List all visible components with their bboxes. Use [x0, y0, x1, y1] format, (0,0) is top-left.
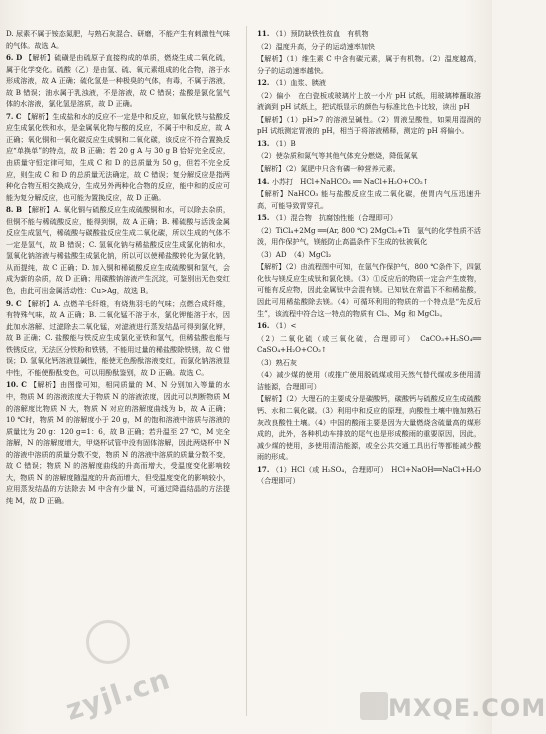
answer-paragraph	[257, 150, 481, 162]
answer-text: （2）二氧化硫（或三氧化硫，合理即可） CaCO₃+H₂SO₄══ CaSO₄+H₂O+CO₂↑	[257, 333, 481, 355]
answer-paragraph	[257, 28, 481, 40]
answer-text: （1）<	[271, 321, 297, 331]
answer-paragraph	[6, 111, 230, 203]
answer-text: D. 尿素不属于铵态氮肥，与熟石灰混合、研磨，不能产生有刺激性气味的气体。故选 A。	[6, 29, 230, 50]
answer-paragraph	[6, 52, 230, 110]
answer-text: （2）使杂质和氮气等其他气体充分燃烧，降低氮氧	[257, 151, 418, 161]
answer-paragraph	[6, 28, 230, 51]
watermark-right	[360, 686, 546, 730]
answer-text: 【解析】（2）氮肥中只含有磷一种营养元素。	[257, 164, 400, 174]
question-number: 16.	[257, 321, 272, 331]
right-column	[257, 28, 481, 487]
answer-paragraph	[257, 212, 481, 224]
answer-text: （1）混合物 抗腐蚀性能（合理即可）	[271, 213, 397, 223]
answer-text: 【解析】生成盐和水的反应不一定是中和反应，如氧化铁与盐酸反应生成氯化铁和水，是金属氧化物与酸的反应，不属于中和反应，故 A 正确；氧化铜和一氧化碳反应生成铜和二氧化碳，该反应不符合置换反应“单换单”的特点，故 B 正确；若 20 g A 与 30 g B 恰好完全反应，由质量守恒定律可知，生成 C 和 D 的总质量为 50 g，但若不完全反应，则生成 C 和 D 的总质量无法确定，故 C 错误；复分解反应是指两种化合物互相交换成分，生成另外两种化合物的反应，能中和的反应可能为复分解反应，也可能为置换反应，故 D 正确。	[6, 111, 230, 202]
answer-text: 【解析】A. 点燃羊毛纤维，有烧焦羽毛的气味；点燃合成纤维，有特殊气味，故 A 正确；B. 二氧化锰不溶于水，氯化钾能溶于水，因此加水溶解、过滤除去二氧化锰，对滤液进行蒸发结晶可得到氯化钾，故 B 正确；C. 盐酸能与铁反应生成氯化亚铁和氢气，但稀盐酸也能与铁锈反应，无法区分铁粉和铁锈，不能用过量的稀盐酸除铁锈，故 C 错误；D. 氢氧化钙溶液显碱性，能使无色酚酞溶液变红，而氯化钠溶液显中性，不能使酚酞变色，可以用酚酞鉴别，故 D 正确。故选 C。	[6, 298, 230, 377]
answer-text: 【解析】（1）维生素 C 中含有碳元素，属于有机物。（2）温度越高，分子的运动速率越快。	[257, 54, 481, 75]
answer-text: （1）血浆、胰液	[271, 78, 326, 88]
answer-paragraph	[6, 379, 230, 506]
answer-paragraph	[6, 298, 230, 379]
question-number: 13.	[257, 138, 272, 148]
answer-paragraph	[257, 261, 481, 319]
answer-text: （3）AD （4）MgCl₂	[257, 249, 332, 259]
answer-paragraph	[257, 369, 481, 392]
question-number: 12.	[257, 78, 272, 88]
answer-text: （4）减少煤的使用（或推广使用脱硫煤或用天然气替代煤或多使用清洁能源，合理即可）	[257, 370, 481, 391]
answer-paragraph	[257, 176, 481, 188]
answer-paragraph	[6, 204, 230, 296]
answer-text: （3）熟石灰	[257, 357, 297, 367]
answer-text: 【解析】A. 氧化铜与硫酸反应生成硫酸铜和水，可以除去杂质，但铜不能与稀硫酸反应，能得到铜，故 A 正确；B. 稀硫酸与活泼金属反应生成氢气，稀硫酸与碳酸盐反应生成二氧化碳，所以生成的气体不一定是氢气，故 B 错误；C. 氢氧化钠与稀盐酸反应生成氯化钠和水，氢氧化钠溶液与稀盐酸生成氯化钠，所以可以使稀盐酸转化为氯化钠，从而提纯，故 C 正确；D. 加入铜和稀硫酸反应生成硫酸铜和氢气，会成为新的杂质，故 D 正确；用碳酸钠溶液产生沉淀，可鉴别出无色变红色，由此可出金属活动性：Cu>Ag，故选 B。	[6, 205, 230, 296]
answer-text: 【解析】由图像可知，相同质量的 M、N 分别加入等量的水中，物质 M 的溶液浓度大于物质 N 的溶液浓度，因此可以判断物质 M 的溶解度比物质 N 大，物质 N 对应的溶解度曲线为 b，故 A 正确；10 ℃时，物质 M 的溶解度小于 20 g，M 的饱和溶液中溶质与溶液的质量比为 20 g：120 g=1：6，故 B 正确；若升温至 27 ℃，M 完全溶解，N 的溶解度增大，甲烧杯试管中没有固体溶解，因此两烧杯中 N 的溶液中溶质的质量分数不变，物质 N 的溶液中溶质的质量分数不变，故 C 错误；物质 N 的溶解度曲线的升高而增大，受温度变化影响较大，物质 N 的溶解度随温度的升高而增大，但受温度变化的影响较小，应用蒸发结晶的方法除去 M 中含有少量 N，可通过降温结晶的方法提纯 M，故 D 正确。	[6, 380, 230, 505]
question-number: 7. C	[6, 111, 25, 121]
answer-paragraph	[257, 320, 481, 332]
question-number: 17.	[257, 464, 272, 474]
answer-text: （1）预防缺铁性贫血 有机物	[271, 29, 369, 38]
watermark-left-text: zyjl.cn	[61, 662, 175, 727]
answer-paragraph	[257, 90, 481, 113]
answer-text: 【解析】（2）大理石的主要成分是碳酸钙，碳酸钙与硫酸反应生成硫酸钙、水和二氧化碳。（3）利用中和反应的原理，向酸性土壤中施加熟石灰改良酸性土壤。（4）中国的酸雨主要是因为大量燃烧含硫量高的煤形成的，此外，各种机动车排放的尾气也是形成酸雨的重要原因，因此，减少煤的使用，多使用清洁能源，或全公共交通工具出行等都能减少酸雨的形成。	[257, 394, 481, 462]
answer-text: （2）偏小 在白瓷板或玻璃片上放一小片 pH 试纸，用玻璃棒蘸取溶液滴到 pH 试纸上，把试纸显示的颜色与标准比色卡比较，读出 pH	[257, 90, 481, 112]
answer-text: （2）温度升高，分子的运动速率加快	[257, 41, 376, 51]
answer-text: （1）B	[271, 138, 296, 148]
watermark-right-text: MXQE.COM	[388, 694, 546, 722]
answer-paragraph	[257, 114, 481, 137]
answer-paragraph	[257, 163, 481, 175]
question-number: 6. D	[6, 53, 25, 63]
question-number: 8. B	[6, 205, 25, 215]
answer-paragraph	[257, 77, 481, 89]
question-number: 9. C	[6, 298, 25, 308]
answer-text: 小苏打 HCl+NaHCO₃ ══ NaCl+H₂O+CO₂↑	[271, 176, 429, 186]
answer-text: （2）TiCl₄+2Mg ══(Ar, 800 ℃) 2MgCl₂+Ti 氩气的化学性质不活泼，用作保护气，镁能防止高温条件下生成的钛被氧化	[257, 225, 481, 247]
answer-paragraph	[257, 249, 481, 261]
answer-paragraph	[257, 41, 481, 53]
answer-text: （1）HCl（或 H₂SO₄，合理即可） HCl+NaOH══NaCl+H₂O（合理即可）	[257, 464, 481, 486]
watermark-logo-icon	[360, 692, 388, 720]
question-number: 11.	[257, 29, 272, 38]
answer-text: 【解析】NaHCO₃ 能与盐酸反应生成二氧化碳，使胃内气压迅速升高，可能导致胃穿孔。	[257, 189, 481, 210]
left-column	[6, 28, 230, 506]
answer-paragraph	[257, 53, 481, 76]
question-number: 10. C	[6, 380, 30, 390]
answer-text: 【解析】（1）pH>7 的溶液呈碱性。（2）胃液呈酸性，如果用湿润的 pH 试纸测定胃液的 pH，相当于将溶液稀释，测定的 pH 将偏小。	[257, 114, 481, 136]
answer-paragraph	[257, 393, 481, 462]
watermark-circle-icon	[86, 620, 130, 664]
question-number: 15.	[257, 213, 272, 223]
column-divider	[246, 26, 247, 716]
answer-text: 【解析】硫磺是由硫原子直接构成的单质，燃烧生成二氧化硫，属于化学变化。硫酸（乙）是由氢、硫、氧元素组成的化合物，溶于水形成溶液，故 A 正确；硫化氢是一种极臭的气体，有毒，不属于溶液，故 B 错误；油水属于乳浊液，不是溶液，故 C 错误；盐酸是氯化氢气体的水溶液，氯化氢是溶质，故 D 正确。	[6, 53, 231, 109]
answer-paragraph	[257, 464, 481, 487]
answer-paragraph	[257, 225, 481, 248]
answer-paragraph	[257, 138, 481, 150]
watermark-left	[61, 618, 184, 728]
answer-paragraph	[257, 333, 481, 356]
answer-text: 【解析】（2）由流程图中可知，在氩气作保护气，800 ℃条件下，四氯化钛与镁反应生成钛和氯化镁。（3）①反应后的物质一定会产生废物，可能有反应物，因此金属钛中会混有镁。已知钛在常温下不和稀盐酸，因此可用稀盐酸除去镁。（4）可循环利用的物质的一个特点是“先反后生”，该流程中符合这一特点的物质有 Cl₂、Mg 和 MgCl₂。	[257, 262, 481, 318]
question-number: 14.	[257, 176, 272, 186]
answer-paragraph	[257, 188, 481, 211]
answer-paragraph	[257, 357, 481, 369]
